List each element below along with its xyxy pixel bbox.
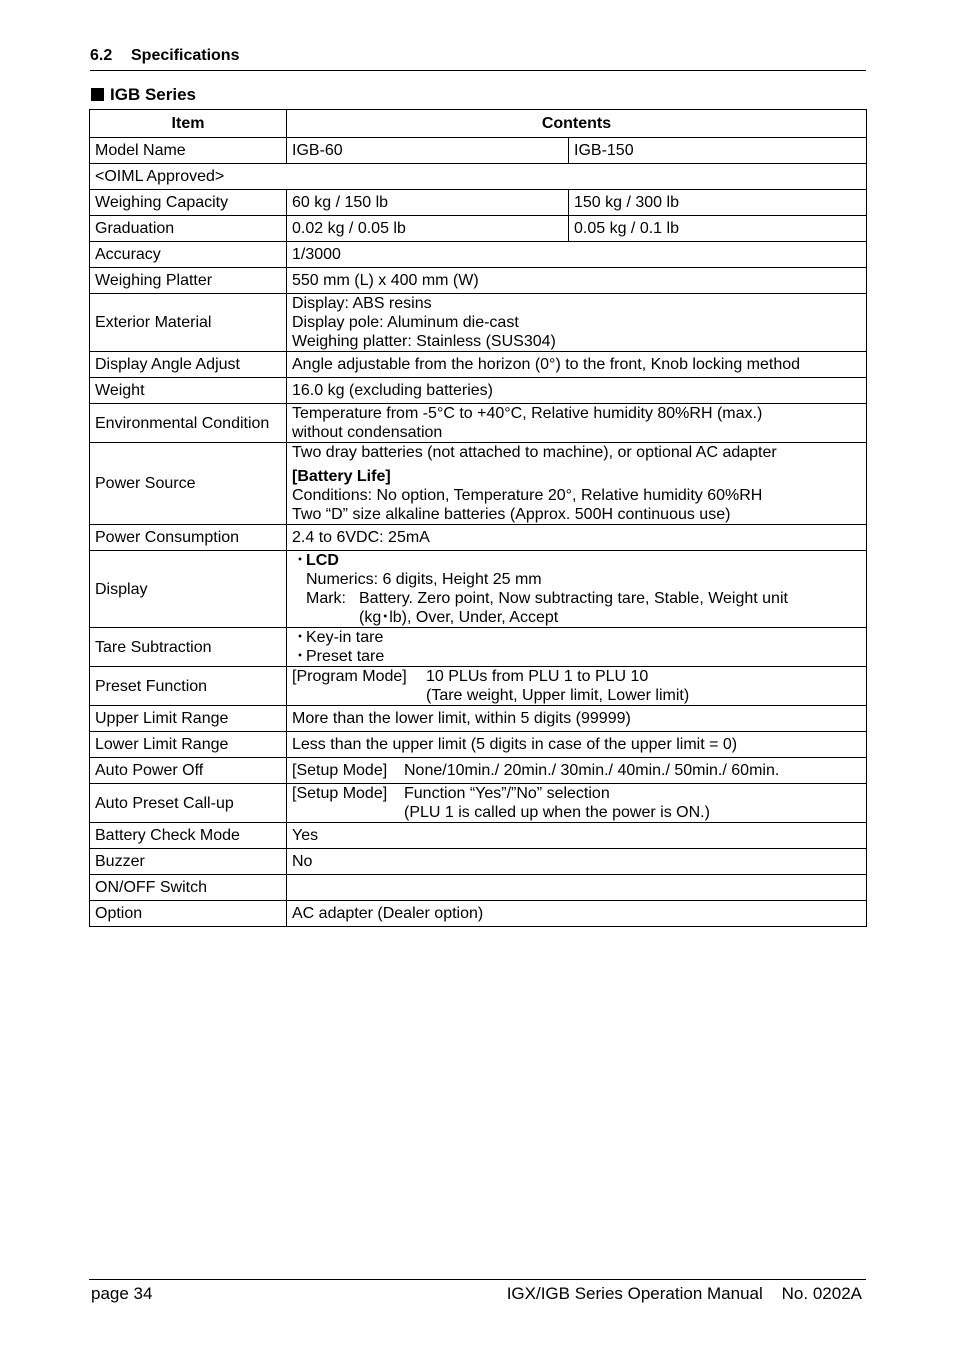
row-value — [287, 294, 867, 352]
numerics-line: Numerics: 6 digits, Height 25 mm — [306, 571, 542, 588]
table-row — [90, 732, 867, 758]
row-value: More than the lower limit, within 5 digits (99999) — [287, 706, 867, 732]
table-row — [90, 268, 867, 294]
row-value-col1: 60 kg / 150 lb — [287, 190, 569, 216]
row-value-col2: 150 kg / 300 lb — [569, 190, 867, 216]
list-item — [292, 647, 861, 666]
row-label: Buzzer — [90, 849, 287, 875]
value-line: Temperature from -5°C to +40°C, Relative humidity 80%RH (max.) — [292, 405, 763, 422]
black-square-icon — [91, 88, 104, 101]
row-value: Angle adjustable from the horizon (0°) to the front, Knob locking method — [287, 352, 867, 378]
table-row — [90, 849, 867, 875]
table-row — [90, 190, 867, 216]
row-label: Upper Limit Range — [90, 706, 287, 732]
list-item-text: Key-in tare — [306, 629, 384, 646]
bullet-icon: ・ — [292, 648, 309, 665]
table-row — [90, 628, 867, 667]
value-line: Two dray batteries (not attached to machine), or optional AC adapter — [292, 444, 777, 461]
bullet-icon: ・ — [292, 552, 309, 569]
table-row — [90, 901, 867, 927]
value-line — [292, 667, 861, 686]
row-value-col1: IGB-60 — [287, 138, 569, 164]
row-value-col1: 0.02 kg / 0.05 lb — [287, 216, 569, 242]
table-row — [90, 667, 867, 706]
table-row — [90, 784, 867, 823]
row-label: Power Consumption — [90, 525, 287, 551]
mark-continued: (kg･lb), Over, Under, Accept — [359, 609, 559, 626]
oiml-approved: <OIML Approved> — [90, 164, 867, 190]
row-label: Weight — [90, 378, 287, 404]
header-item: Item — [90, 110, 287, 138]
value-line: Two “D” size alkaline batteries (Approx. 500H continuous use) — [292, 506, 731, 523]
table-row — [90, 443, 867, 525]
table-row — [90, 706, 867, 732]
table-row — [90, 525, 867, 551]
value-line: (Tare weight, Upper limit, Lower limit) — [426, 687, 690, 704]
value-line: Display pole: Aluminum die-cast — [292, 314, 519, 331]
value-text: None/10min./ 20min./ 30min./ 40min./ 50min./ 60min. — [404, 762, 780, 779]
row-label: Weighing Platter — [90, 268, 287, 294]
table-row — [90, 551, 867, 628]
row-value — [287, 404, 867, 443]
row-label: Display — [90, 551, 287, 628]
series-title-text: IGB Series — [110, 85, 196, 104]
table-row — [90, 758, 867, 784]
row-value: 1/3000 — [287, 242, 867, 268]
row-value: AC adapter (Dealer option) — [287, 901, 867, 927]
section-number: 6.2 — [90, 47, 113, 64]
table-row — [90, 378, 867, 404]
row-label: Option — [90, 901, 287, 927]
series-title — [91, 85, 196, 105]
section-header — [90, 47, 866, 71]
value-text: 10 PLUs from PLU 1 to PLU 10 — [426, 668, 649, 685]
row-label: Graduation — [90, 216, 287, 242]
value-line: (PLU 1 is called up when the power is ON.) — [404, 804, 710, 821]
row-label: Display Angle Adjust — [90, 352, 287, 378]
mode-label: [Setup Mode] — [292, 785, 388, 802]
section-title: Specifications — [131, 47, 240, 64]
table-row — [90, 138, 867, 164]
row-value: 16.0 kg (excluding batteries) — [287, 378, 867, 404]
mode-label: [Program Mode] — [292, 668, 407, 685]
row-value — [287, 875, 867, 901]
row-label: Battery Check Mode — [90, 823, 287, 849]
row-value — [287, 628, 867, 667]
row-value: 550 mm (L) x 400 mm (W) — [287, 268, 867, 294]
row-label: Accuracy — [90, 242, 287, 268]
value-line: without condensation — [292, 424, 443, 441]
row-label: Model Name — [90, 138, 287, 164]
value-line — [292, 784, 861, 803]
table-row — [90, 242, 867, 268]
row-value — [287, 443, 867, 525]
table-row — [90, 352, 867, 378]
row-label: ON/OFF Switch — [90, 875, 287, 901]
manual-title: IGX/IGB Series Operation Manual No. 0202A — [506, 1284, 862, 1303]
row-label: Auto Power Off — [90, 758, 287, 784]
value-line: Conditions: No option, Temperature 20°, Relative humidity 60%RH — [292, 487, 763, 504]
mode-label: [Setup Mode] — [292, 762, 388, 779]
row-label: Lower Limit Range — [90, 732, 287, 758]
lcd-line — [292, 551, 861, 570]
row-value — [287, 667, 867, 706]
table-row — [90, 823, 867, 849]
table-header-row — [90, 110, 867, 138]
battery-life-heading: [Battery Life] — [292, 468, 391, 485]
mark-line — [292, 589, 861, 608]
row-label: Auto Preset Call-up — [90, 784, 287, 823]
list-item-text: Preset tare — [306, 648, 385, 665]
value-text: Function “Yes”/”No” selection — [404, 785, 610, 802]
row-label: Preset Function — [90, 667, 287, 706]
row-value-col2: IGB-150 — [569, 138, 867, 164]
list-item — [292, 628, 861, 647]
mark-label: Mark: — [306, 590, 346, 607]
table-row — [90, 164, 867, 190]
row-label: Power Source — [90, 443, 287, 525]
row-value — [287, 758, 867, 784]
row-value — [287, 784, 867, 823]
row-value-col2: 0.05 kg / 0.1 lb — [569, 216, 867, 242]
table-row — [90, 875, 867, 901]
row-value — [287, 551, 867, 628]
row-value: No — [287, 849, 867, 875]
specifications-table — [89, 109, 867, 927]
value-line: Weighing platter: Stainless (SUS304) — [292, 333, 556, 350]
table-row — [90, 294, 867, 352]
mark-value: Battery. Zero point, Now subtracting tare, Stable, Weight unit — [359, 590, 788, 607]
table-row — [90, 216, 867, 242]
row-value: Yes — [287, 823, 867, 849]
row-label: Environmental Condition — [90, 404, 287, 443]
table-row — [90, 404, 867, 443]
lcd-title: LCD — [306, 552, 339, 569]
row-value: Less than the upper limit (5 digits in case of the upper limit = 0) — [287, 732, 867, 758]
row-label: Tare Subtraction — [90, 628, 287, 667]
row-value: 2.4 to 6VDC: 25mA — [287, 525, 867, 551]
row-label: Exterior Material — [90, 294, 287, 352]
page-number: page 34 — [91, 1284, 153, 1303]
header-contents: Contents — [287, 110, 867, 138]
bullet-icon: ・ — [292, 629, 309, 646]
value-line: Display: ABS resins — [292, 295, 432, 312]
page-footer — [89, 1279, 866, 1303]
row-label: Weighing Capacity — [90, 190, 287, 216]
